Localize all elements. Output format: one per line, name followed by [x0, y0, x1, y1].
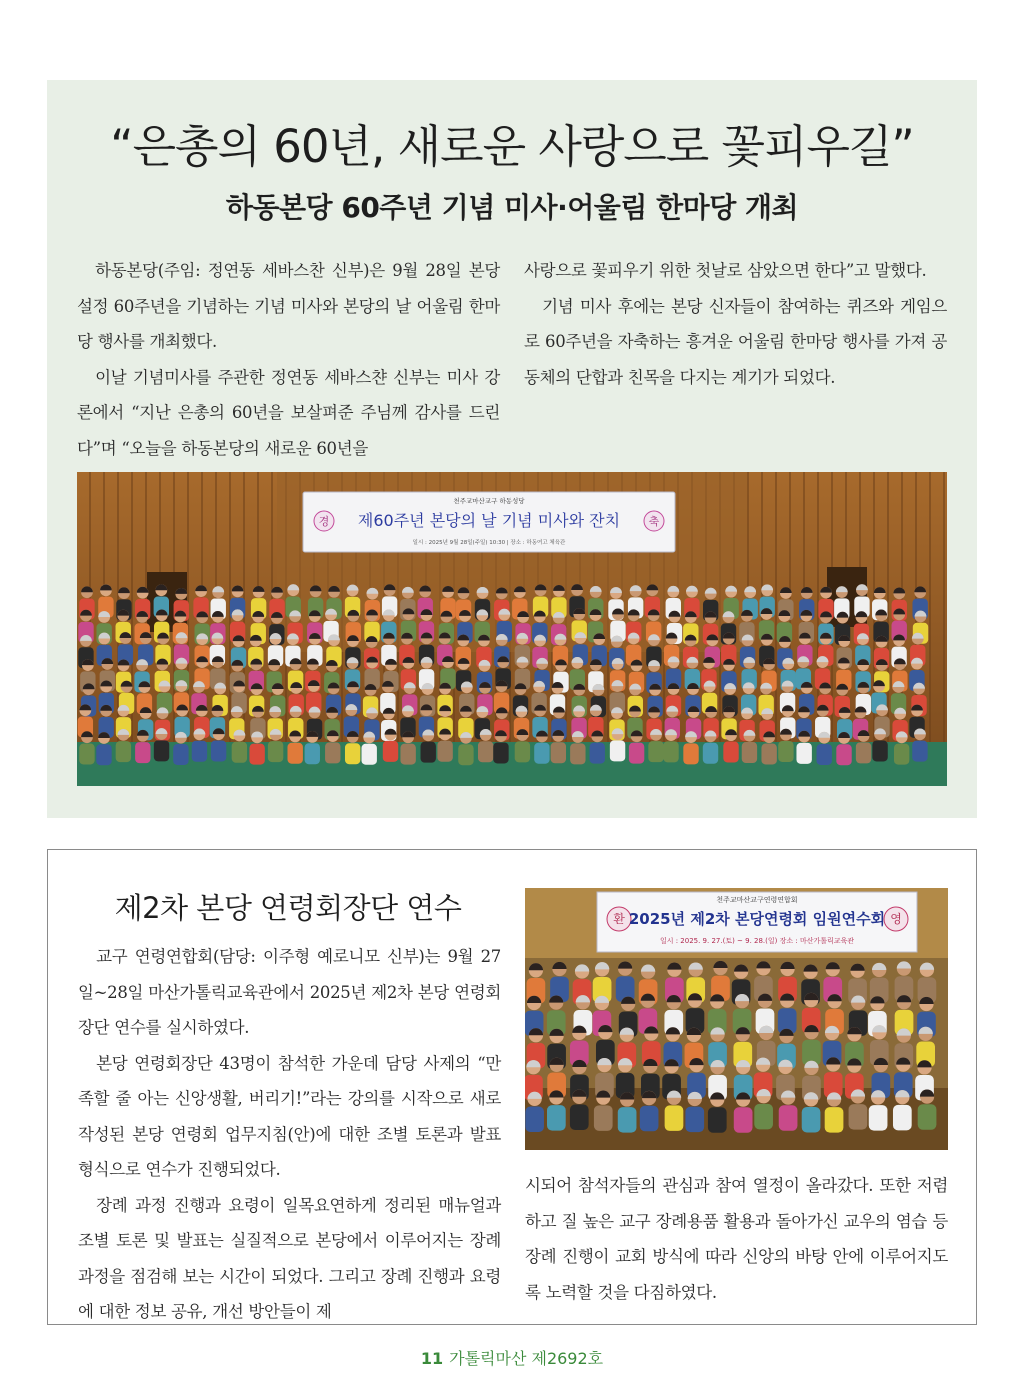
article-column-1 [78, 939, 501, 1330]
group-photo-training [525, 888, 948, 1150]
page-footer [0, 1346, 1024, 1369]
paragraph: 교구 연령연합회(담당: 이주형 예로니모 신부)는 9월 27일~28일 마산가톨릭교육관에서 2025년 제2차 본당 연령회장단 연수를 실시하였다. [78, 947, 501, 1037]
banner-top-text: 천주교마산교구 하동성당 [453, 497, 525, 505]
article-title: 제2차 본당 연령회장단 연수 [114, 891, 462, 925]
article-yeonryeong-training [47, 849, 977, 1325]
article-subtitle: 하동본당 60주년 기념 미사·어울림 한마당 개최 [225, 191, 799, 224]
paragraph: 하동본당(주임: 정연동 세바스찬 신부)은 9월 28일 본당 설정 60주년을 기념하는 기념 미사와 본당의 날 어울림 한마당 행사를 개최했다. [77, 261, 500, 351]
banner-left-seal: 경 [318, 515, 330, 528]
banner-right-seal: 영 [890, 912, 902, 926]
article-column-1 [77, 253, 500, 466]
banner [597, 892, 917, 952]
banner-top-text: 천주교마산교구연령연합회 [716, 896, 798, 904]
paragraph: 사랑으로 꽃피우기 위한 첫날로 삼았으면 한다”고 말했다. [524, 261, 927, 280]
paragraph: 기념 미사 후에는 본당 신자들이 참여하는 퀴즈와 게임으로 60주년을 자축하는 흥겨운 어울림 한마당 행사를 가져 공동체의 단합과 친목을 다지는 계기가 되었다. [524, 296, 947, 387]
banner-main-text: 2025년 제2차 본당연령회 임원연수회 [628, 910, 886, 928]
paragraph: 장례 과정 진행과 요령이 일목요연하게 정리된 매뉴얼과 조별 토론 및 발표는 실질적으로 본당에서 이루어지는 장례 과정을 점검해 보는 시간이 되었다. 그리고 장례 진행과 요령에 대한 정보 공유, 개선 방안들이 제 [78, 1195, 501, 1321]
paragraph: 이날 기념미사를 주관한 정연동 세바스챤 신부는 미사 강론에서 “지난 은총의 60년을 보살펴준 주님께 감사를 드린다”며 “오늘을 하동본당의 새로운 60년을 [77, 367, 500, 458]
banner-main-text: 제60주년 본당의 날 기념 미사와 잔치 [357, 511, 621, 530]
paragraph: 시되어 참석자들의 관심과 참여 열정이 올라갔다. 또한 저렴하고 질 높은 교구 장례용품 활용과 돌아가신 교우의 염습 등 장례 진행이 교회 방식에 따라 신앙의 바탕 안에 이루어지도록 노력할 것을 다짐하였다. [525, 1176, 948, 1302]
article-title: “은총의 60년, 새로운 사랑으로 꽃피우길” [110, 120, 914, 173]
banner-left-seal: 환 [613, 912, 625, 926]
article-column-2 [525, 1168, 948, 1310]
banner-sub-text: 일시 : 2025. 9. 27.(토) ~ 9. 28.(일) 장소 : 마산가톨릭교육관 [659, 937, 855, 945]
banner [303, 492, 675, 552]
banner-sub-text: 일시 : 2025년 9월 28일(주일) 10:30 | 장소 : 하동여고 체육관 [412, 540, 566, 546]
banner-right-seal: 축 [648, 515, 660, 528]
article-column-2 [524, 253, 947, 395]
group-photo-hadong [77, 472, 947, 786]
publication-name: 가톨릭마산 제2692호 [449, 1349, 604, 1368]
page-number: 11 [420, 1349, 444, 1368]
article-hadong-60th [47, 80, 977, 818]
paragraph: 본당 연령회장단 43명이 참석한 가운데 담당 사제의 “만족할 줄 아는 신앙생활, 버리기!”라는 강의를 시작으로 새로 작성된 본당 연령회 업무지침(안)에 대한 조별 토론과 발표 형식으로 연수가 진행되었다. [78, 1053, 501, 1179]
